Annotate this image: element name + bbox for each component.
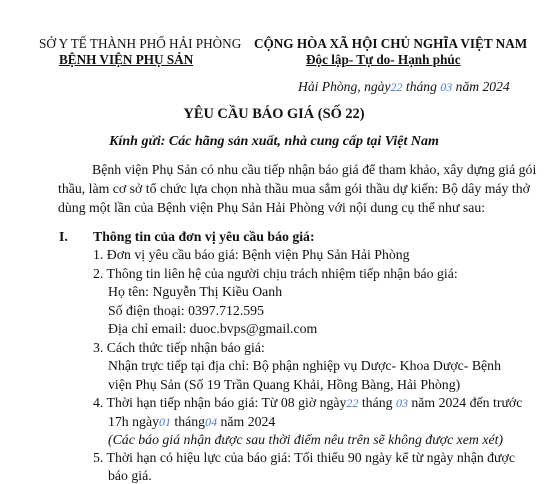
deadline-text-b: tháng	[170, 414, 206, 429]
intro-line-3: dùng một lần của Bệnh viện Phụ Sản Hải Phòng với nội dung cụ thể như sau:	[58, 200, 486, 215]
item-3: 3. Cách thức tiếp nhận báo giá:	[93, 340, 265, 355]
item-3-address-line-1: Nhận trực tiếp tại địa chỉ: Bộ phận nghiệp vụ Dược- Khoa Dược- Bệnh	[108, 358, 501, 373]
item-5: 5. Thời hạn có hiệu lực của báo giá: Tối thiểu 90 ngày kể từ ngày nhận được	[93, 450, 515, 465]
hospital-name: BỆNH VIỆN PHỤ SẢN	[59, 52, 194, 67]
deadline-text-c: năm 2024	[217, 414, 276, 429]
item-4-text-a: 4. Thời hạn tiếp nhận báo giá: Từ 08 giờ ngày	[93, 395, 347, 410]
deadline-month: 04	[205, 415, 218, 429]
section-numeral: I.	[59, 229, 68, 244]
item-5-line-2: báo giá.	[108, 468, 152, 483]
intro-line-2: thầu, làm cơ sở tổ chức lựa chọn nhà thầu mua sắm gói thầu dự kiến: Bộ dây máy thở	[58, 181, 530, 196]
greeting: Kính gửi: Các hãng sản xuất, nhà cung cấp tại Việt Nam	[109, 134, 439, 149]
item-4-text-b: tháng	[358, 395, 396, 410]
agency-name: SỞ Y TẾ THÀNH PHỐ HẢI PHÒNG	[39, 36, 242, 51]
item-4-note: (Các báo giá nhận được sau thời điểm nêu trên sẽ không được xem xét)	[108, 432, 504, 447]
intro-line-1: Bệnh viện Phụ Sản có nhu cầu tiếp nhận báo giá để tham khảo, xây dựng giá gói	[92, 162, 537, 177]
item-2: 2. Thông tin liên hệ của người chịu trách nhiệm tiếp nhận báo giá:	[93, 266, 458, 281]
date-year: năm 2024	[452, 79, 510, 94]
item-3-address-line-2: viện Phụ Sản (Số 19 Trần Quang Khải, Hồng Bàng, Hải Phòng)	[108, 377, 461, 392]
item-4-month: 03	[395, 396, 408, 410]
deadline-day: 01	[158, 415, 171, 429]
date-day: 22	[390, 80, 403, 94]
item-4-deadline	[108, 414, 275, 430]
document-title: YÊU CẦU BÁO GIÁ (SỐ 22)	[183, 106, 365, 122]
deadline-text-a: 17h ngày	[108, 414, 159, 429]
contact-name: Họ tên: Nguyễn Thị Kiều Oanh	[108, 284, 283, 299]
contact-email: Địa chỉ email: duoc.bvps@gmail.com	[108, 321, 318, 336]
section-heading: Thông tin của đơn vị yêu cầu báo giá:	[93, 229, 315, 244]
item-1: 1. Đơn vị yêu cầu báo giá: Bệnh viện Phụ Sản Hải Phòng	[93, 247, 410, 262]
date-month: 03	[440, 80, 453, 94]
date-prefix: Hải Phòng, ngày	[298, 79, 391, 94]
national-motto: Độc lập- Tự do- Hạnh phúc	[306, 52, 461, 67]
item-4-text-c: năm 2024 đến trước	[407, 395, 523, 410]
item-4-day: 22	[346, 396, 359, 410]
item-4	[93, 395, 522, 411]
contact-phone: Số điện thoại: 0397.712.595	[108, 303, 264, 318]
date-month-word: tháng	[402, 79, 441, 94]
national-title: CỘNG HÒA XÃ HỘI CHỦ NGHĨA VIỆT NAM	[254, 36, 528, 51]
date-line	[298, 79, 510, 95]
